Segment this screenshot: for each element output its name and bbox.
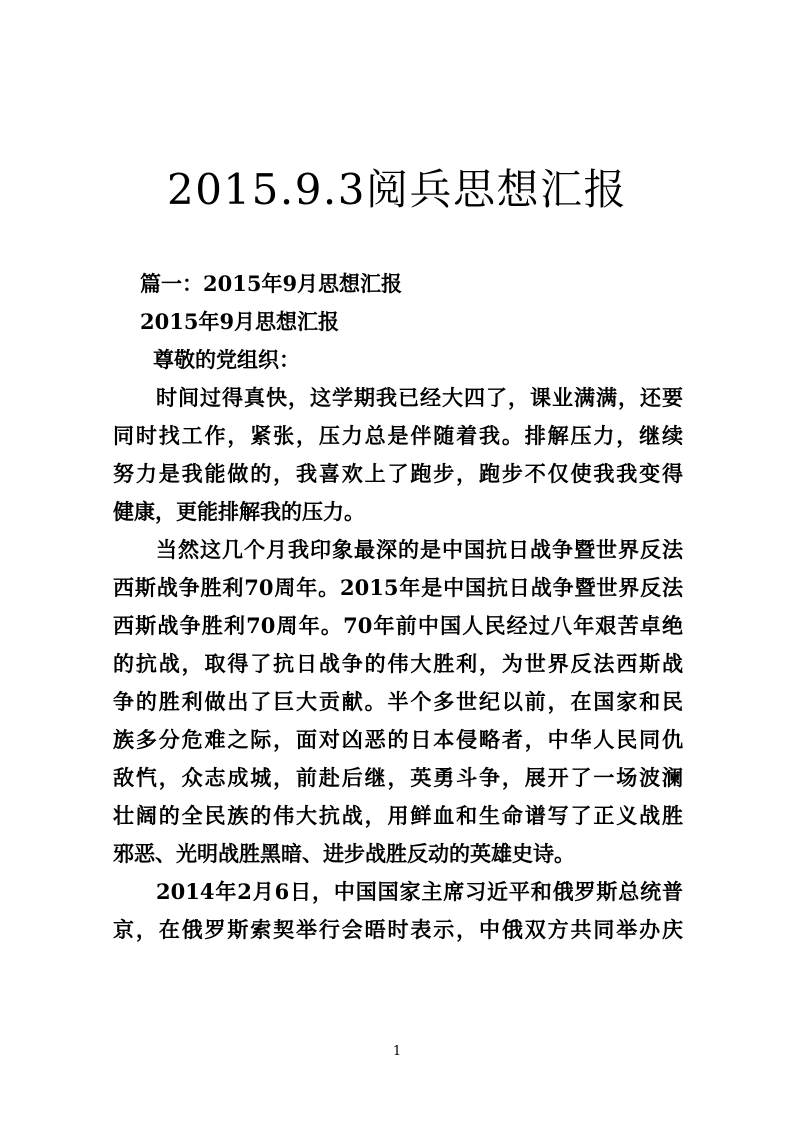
text-line: 篇一：2015年9月思想汇报	[140, 271, 403, 296]
text-line: 敌忾，众志成城，前赴后继，英勇斗争，展开了一场波澜	[113, 765, 683, 790]
text-line: 族多分危难之际，面对凶恶的日本侵略者，中华人民同仇	[113, 727, 683, 752]
document-body	[113, 265, 683, 949]
text-line: 努力是我能做的，我喜欢上了跑步，跑步不仅使我我变得	[113, 461, 683, 486]
text-line: 同时找工作，紧张，压力总是伴随着我。排解压力，继续	[113, 423, 683, 448]
text-line: 的抗战，取得了抗日战争的伟大胜利，为世界反法西斯战	[113, 651, 683, 676]
text-line: 西斯战争胜利70周年。2015年是中国抗日战争暨世界反法	[113, 575, 683, 600]
text-line: 当然这几个月我印象最深的是中国抗日战争暨世界反法	[156, 537, 683, 562]
page-title: 2015.9.3阅兵思想汇报	[166, 165, 628, 215]
text-line: 壮阔的全民族的伟大抗战，用鲜血和生命谱写了正义战胜	[113, 803, 683, 828]
text-line: 争的胜利做出了巨大贡献。半个多世纪以前，在国家和民	[113, 689, 683, 714]
text-line: 邪恶、光明战胜黑暗、进步战胜反动的英雄史诗。	[113, 841, 575, 866]
text-line: 西斯战争胜利70周年。70年前中国人民经过八年艰苦卓绝	[113, 613, 683, 638]
text-line: 时间过得真快，这学期我已经大四了，课业满满，还要	[156, 385, 683, 410]
text-line: 2015年9月思想汇报	[140, 309, 340, 334]
text-line: 健康，更能排解我的压力。	[113, 499, 365, 524]
text-line: 京，在俄罗斯索契举行会晤时表示，中俄双方共同举办庆	[113, 917, 683, 942]
text-line: 2014年2月6日，中国国家主席习近平和俄罗斯总统普	[156, 879, 683, 904]
text-line: 尊敬的党组织：	[153, 347, 300, 372]
page-number: 1	[392, 1044, 402, 1059]
